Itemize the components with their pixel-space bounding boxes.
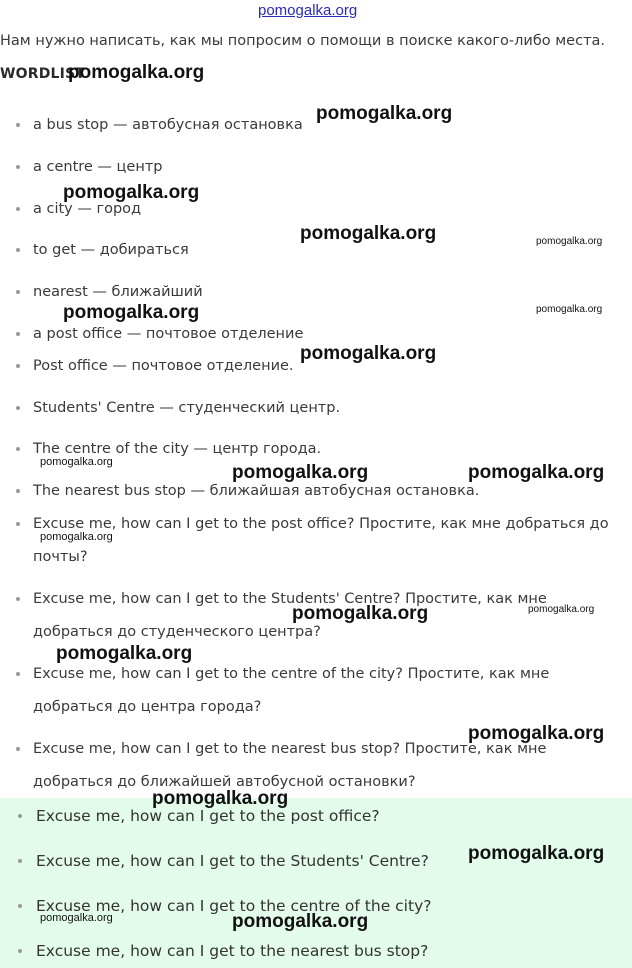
- watermark: pomogalka.org: [63, 302, 200, 323]
- watermark: pomogalka.org: [468, 462, 605, 483]
- bullet-icon: [16, 123, 20, 127]
- bullet-icon: [16, 364, 20, 368]
- watermark: pomogalka.org: [292, 603, 429, 624]
- site-header-link[interactable]: pomogalka.org: [258, 2, 358, 19]
- watermark: pomogalka.org: [468, 723, 605, 744]
- watermark: pomogalka.org: [300, 223, 437, 244]
- bullet-icon: [16, 248, 20, 252]
- bullet-icon: [16, 447, 20, 451]
- bullet-icon: [16, 290, 20, 294]
- wordlist-heading: WORDLIST: [0, 66, 86, 82]
- watermark: pomogalka.org: [63, 182, 200, 203]
- watermark: pomogalka.org: [316, 103, 453, 124]
- bullet-icon: [18, 904, 22, 908]
- watermark: pomogalka.org: [536, 236, 603, 247]
- watermark: pomogalka.org: [468, 843, 605, 864]
- watermark: pomogalka.org: [300, 343, 437, 364]
- bullet-icon: [18, 859, 22, 863]
- bullet-icon: [18, 949, 22, 953]
- watermark: pomogalka.org: [528, 604, 595, 615]
- watermark: pomogalka.org: [152, 788, 289, 809]
- bullet-icon: [16, 332, 20, 336]
- watermark: pomogalka.org: [68, 62, 205, 83]
- watermark: pomogalka.org: [40, 456, 113, 468]
- watermark: pomogalka.org: [536, 304, 603, 315]
- bullet-icon: [18, 814, 22, 818]
- bullet-icon: [16, 406, 20, 410]
- bullet-icon: [16, 522, 20, 526]
- intro-text: Нам нужно написать, как мы попросим о помощи в поиске какого-либо места.: [0, 33, 606, 49]
- watermark: pomogalka.org: [232, 462, 369, 483]
- bullet-icon: [16, 597, 20, 601]
- bullet-icon: [16, 747, 20, 751]
- watermark: pomogalka.org: [232, 911, 369, 932]
- watermark: pomogalka.org: [56, 643, 193, 664]
- bullet-icon: [16, 207, 20, 211]
- watermark: pomogalka.org: [40, 912, 113, 924]
- bullet-icon: [16, 165, 20, 169]
- watermark: pomogalka.org: [40, 531, 113, 543]
- bullet-icon: [16, 489, 20, 493]
- bullet-icon: [16, 672, 20, 676]
